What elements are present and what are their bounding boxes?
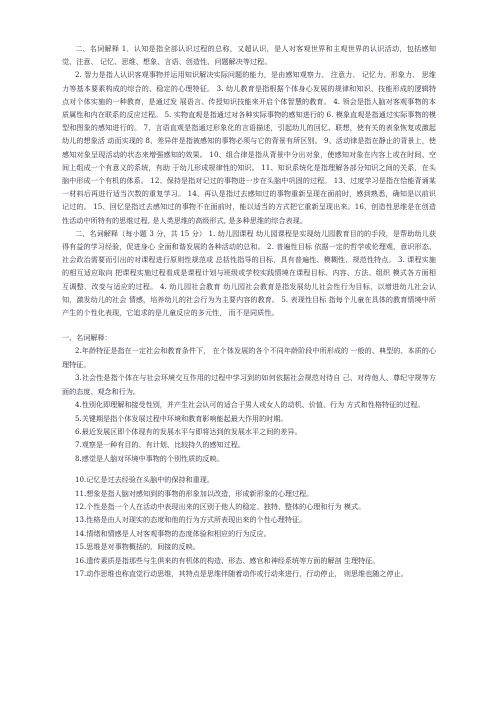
list-gap xyxy=(62,465,436,473)
list-item: 7.观察是一种有目的、有计划、比较持久的感知过程。 xyxy=(75,440,245,450)
definition-paragraph-2: 2. 智力是指人认识客观事物并运用知识解决实际问题的能力，是由感知观察力、 注意力、 记忆力、形象力、 思维力等基本要素构成的综合的、稳定的心理特征。 3. 幼儿教育是指根据个体身心发展的规律和知识、技能形成的逻辑特点对个体实施的一种教育，是通过发 展语言、传授知识技能来开启个体智慧的教育。 4. 领会是指人脑对客观事物的本质属性和内在联系的反应过程。 5. 实物直观是指通过对各种实际事物的感知进行的 6. 模象直观是指通过实际事物的模型和图象的感知进行的。 7、言语直观是指通过形象化的言语描述，引起幼儿的回忆、联想，使有关的表象恢复或激起幼儿的想象活 动而实现的 8、差异伴是指被感知的事物必须与它的背景有所区别。 9、活动律是指在静止的背景上，使感知对象呈现活动的状态来增强感知的效果。 10、组合律是指从背景中分出对象，使感知对象在内容上或在时间、空间上组成一个有意义的系统，有助 于幼儿形成规律性的知识。 11、知识系统化是指理解各部分知识之间的关系，在头脑中形成一个有机的体系。 12、保持是指对记过的事物进一步在头脑中巩固的过程。 13、过度学习是指在恰能背诵某一材料后再进行适当次数的重复学习。 14、再认是指过去感知过的事物重新呈现在面前时，感到熟悉，确知是以前识记过的。 15、回忆是指过去感知过的事物不在面前时，能以适当的方式把它重新呈现出来。16、创造性思维是在创造性活动中所特有的思维过程, 是人类思维的高级形式, 是多种思维的综合表现。 xyxy=(62,70,436,225)
document-page xyxy=(62,42,436,580)
list-item: 10.记忆是过去经验在头脑中的保持和重现。 xyxy=(75,475,214,485)
list-item: 13.性格是由人对现实的态度和他的行为方式所表现出来的个性心理特征。 xyxy=(75,515,307,525)
list-item: 16.遗传素质是指那些与生俱来的有机体的构造、形态、感官和神经系统等方面的解剖 生理特征。 xyxy=(75,555,380,565)
definition-paragraph-3: 二、名词解释（每小题 3 分，共 15 分） 1. 幼儿园课程 幼儿园课程是实现幼儿园教育目的的手段，是帮助幼儿获得有益的学习经验，促进身心 全面和谐发展的各种活动的总和。 2. 普遍性目标 依据一定的哲学或伦理观、意识形态、社会政治需要而引出的对课程进行原则性规范或 总括性指导的目标，具有普遍性、模糊性、规范性特点。 3. 课程实施的相互适应取向 把课程实施过程看成是课程计划与班级或学校实践情境在课程目标、内容、方法、组织 模式各方面相互调整、改变与适应的过程。 4. 幼儿园社会教育 幼儿园社会教育是指发展幼儿社会性行为目标，以增进幼儿社会认知，激发幼儿的社会 情感，培养幼儿的社会行为为主要内容的教育。 5. 表现性目标 指每个儿童在具体的教育情境中所产生的个性化表现，它追求的是儿童反应的多元性， 而不是同质性。 xyxy=(62,228,436,318)
section-heading: 一、名词解释： xyxy=(62,333,112,343)
definition-paragraph-1: 二、名词解释 1．认知是指全部认识过程的总称，又超认识，是人对客观世界和主观世界的认识活动，包括感知觉、注意、 记忆、思维、想象、言语、创造性、问题解决等过程。 xyxy=(62,44,436,67)
list-item: 15.思维是对事物概括的、间接的反映。 xyxy=(75,542,200,552)
list-item: 6.最近发展区即个体现有的发展水平与即将达到的发展水平之间的差异。 xyxy=(75,426,302,436)
list-item: 17.动作思维也称直觉行动思维，其特点是思维伴随着动作或行动来进行，行动停止， 则思维也随之停止。 xyxy=(75,568,408,578)
list-item: 5.关键期是指个体发展过程中环境和教育影响能起最大作用的时期。 xyxy=(75,413,288,423)
list-item: 14.情绪和情感是人对客观事物的态度体验和相应的行为反应。 xyxy=(75,528,271,538)
section-gap xyxy=(62,319,436,331)
list-item: 4.性别化即理解和接受性别，并产生社会认可的适合于男人或女人的动机、价值、行为 方式和性格特征的过程。 xyxy=(75,400,425,410)
list-item: 8.感觉是人脑对环境中事物的个别性质的反映。 xyxy=(75,453,224,463)
list-item: 11.想象是指人脑对感知到的事物的形象加以改造，形成新形象的心理过程。 xyxy=(75,488,314,498)
list-item: 2.年龄特征是指在一定社会和教育条件下， 在个体发展的各个不同年龄阶段中所形成的 一般的、典型的、本质的心理特征。 xyxy=(62,346,436,369)
list-item: 12.个性是指一个人在活动中表现出来的区别于他人的稳定、独特、整体的心理和行为 模式。 xyxy=(75,501,366,511)
list-item: 3.社会性是指个体在与社会环境交互作用的过程中学习到的如何依据社会规范对待自 己、对待他人、尊纪守规等方面的态度、观念和行为。 xyxy=(62,373,436,396)
definition-list xyxy=(62,344,436,580)
